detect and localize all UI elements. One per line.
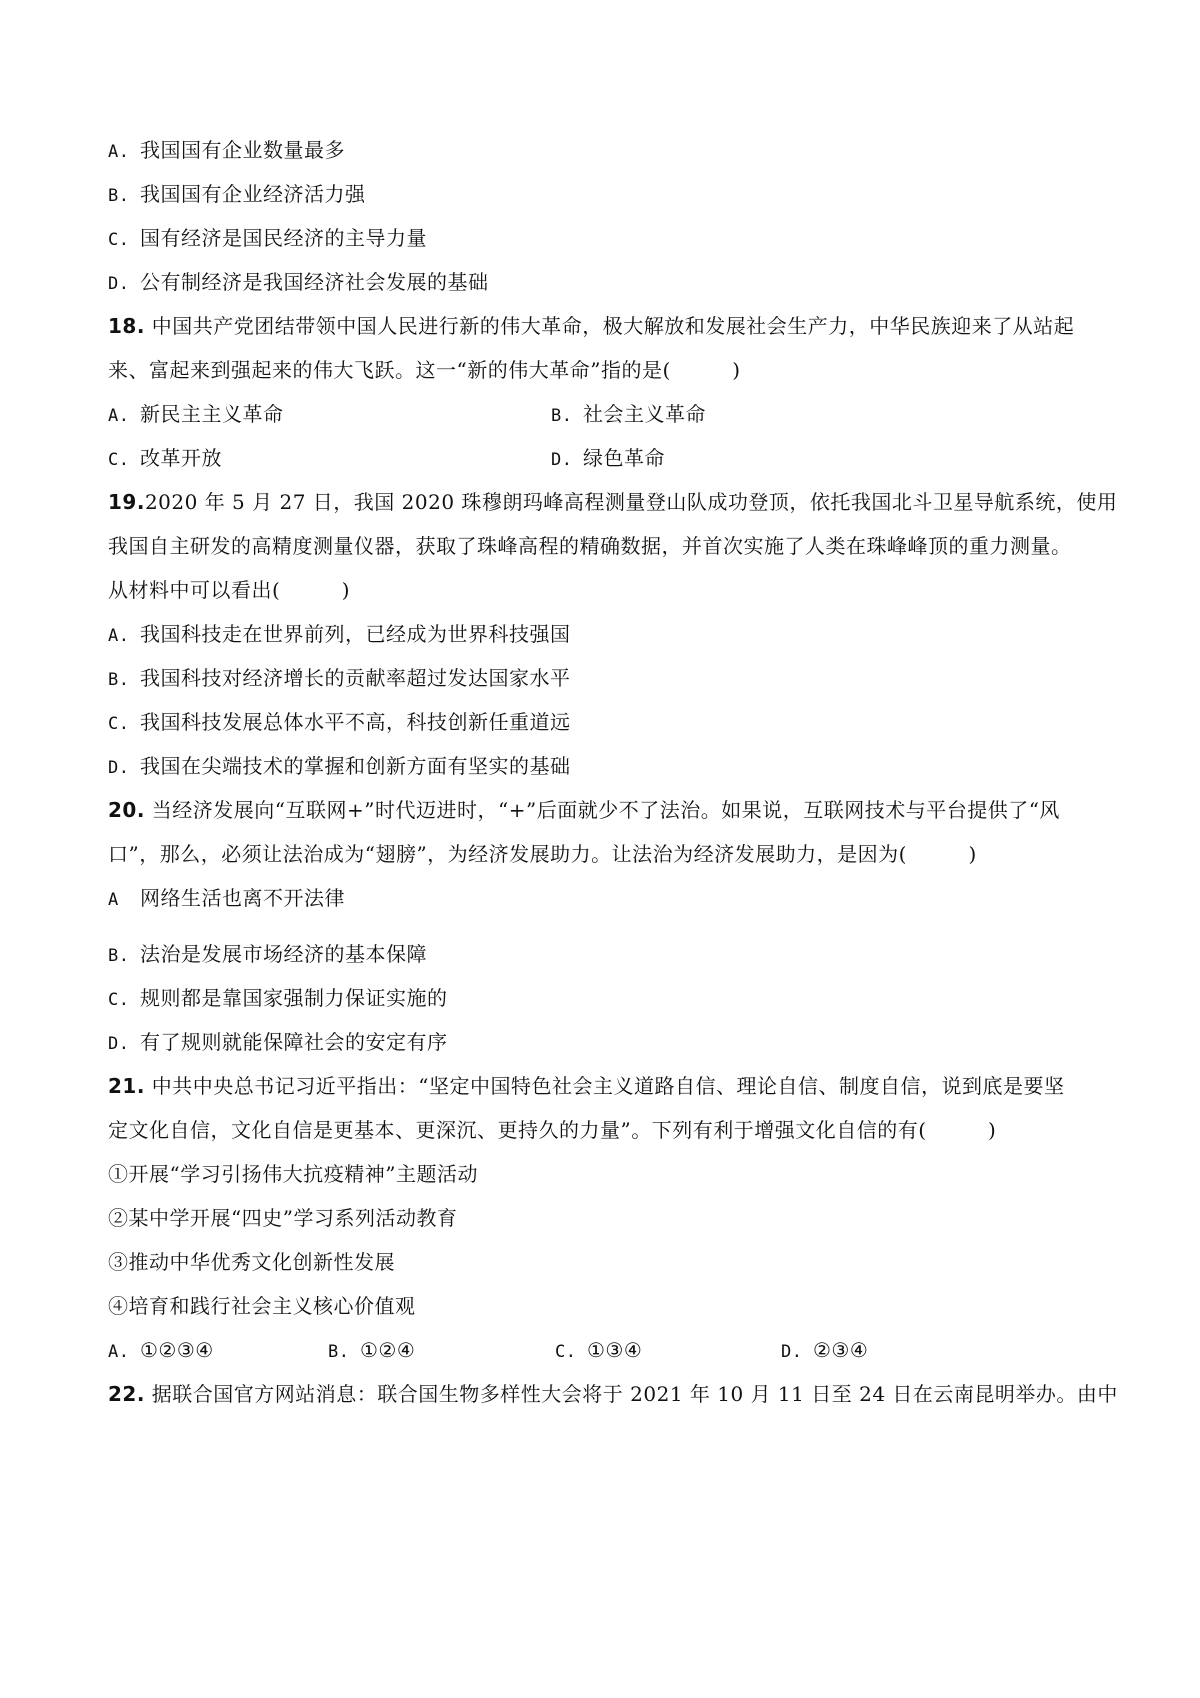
q20-option-c <box>108 985 448 1013</box>
question-text: 我国自主研发的高精度测量仪器，获取了珠峰高程的精确数据，并首次实施了人类在珠峰峰顶的重力测量。 <box>108 534 1072 558</box>
q19-option-a <box>108 621 571 649</box>
option-text: 法治是发展市场经济的基本保障 <box>140 942 427 966</box>
q21-option-b <box>328 1337 415 1365</box>
option-label: C. <box>108 990 130 1010</box>
option-label: A. <box>108 626 130 646</box>
q20-stem-line1 <box>108 797 1060 823</box>
option-label: B. <box>108 946 130 966</box>
option-text: 改革开放 <box>140 446 222 470</box>
option-label: A. <box>108 406 130 426</box>
option-label: A. <box>108 142 130 162</box>
question-text: 2020 年 5 月 27 日，我国 2020 珠穆朗玛峰高程测量登山队成功登顶，依托我国北斗卫星导航系统，使用 <box>144 490 1118 514</box>
q19-stem-line1 <box>108 489 1117 515</box>
q20-option-d <box>108 1029 448 1057</box>
option-label: A <box>108 890 119 910</box>
q20-stem-line2 <box>108 841 977 867</box>
statement-text: ①开展“学习引扬伟大抗疫精神”主题活动 <box>108 1162 478 1186</box>
option-label: B. <box>328 1342 350 1362</box>
option-text: 国有经济是国民经济的主导力量 <box>140 226 427 250</box>
question-number: 21. <box>108 1074 145 1098</box>
q19-option-b <box>108 665 571 693</box>
option-text: ①②③④ <box>140 1338 214 1362</box>
option-text: 我国在尖端技术的掌握和创新方面有坚实的基础 <box>140 754 571 778</box>
option-text: 我国科技走在世界前列，已经成为世界科技强国 <box>140 622 571 646</box>
q17-option-d <box>108 269 489 297</box>
option-label: D. <box>781 1342 803 1362</box>
statement-text: ④培育和践行社会主义核心价值观 <box>108 1294 416 1318</box>
statement-text: ②某中学开展“四史”学习系列活动教育 <box>108 1206 458 1230</box>
option-label: C. <box>108 714 130 734</box>
q22-stem-line1 <box>108 1381 1118 1407</box>
statement-text: ③推动中华优秀文化创新性发展 <box>108 1250 395 1274</box>
question-text: 当经济发展向“互联网+”时代迈进时，“+”后面就少不了法治。如果说，互联网技术与平台提供了“风 <box>151 798 1060 822</box>
q18-option-a <box>108 401 284 429</box>
question-number: 19. <box>108 490 145 514</box>
q21-option-d <box>781 1337 868 1365</box>
option-text: 我国科技对经济增长的贡献率超过发达国家水平 <box>140 666 571 690</box>
q21-option-c <box>555 1337 642 1365</box>
option-text: 我国国有企业数量最多 <box>140 138 345 162</box>
q18-stem-line1 <box>108 313 1074 339</box>
question-text: 据联合国官方网站消息：联合国生物多样性大会将于 2021 年 10 月 11 日至 24 日在云南昆明举办。由中 <box>151 1382 1118 1406</box>
question-text: 中共中央总书记习近平指出：“坚定中国特色社会主义道路自信、理论自信、制度自信，说到底是要坚 <box>151 1074 1065 1098</box>
option-label: D. <box>551 450 573 470</box>
question-text: 中国共产党团结带领中国人民进行新的伟大革命，极大解放和发展社会生产力，中华民族迎来了从站起 <box>151 314 1075 338</box>
option-text: 绿色革命 <box>583 446 665 470</box>
option-label: B. <box>108 670 130 690</box>
q19-option-c <box>108 709 571 737</box>
q21-stem-line1 <box>108 1073 1065 1099</box>
option-label: D. <box>108 274 130 294</box>
option-text: 社会主义革命 <box>583 402 706 426</box>
q19-option-d <box>108 753 571 781</box>
option-text: 我国国有企业经济活力强 <box>140 182 366 206</box>
option-text: 我国科技发展总体水平不高，科技创新任重道远 <box>140 710 571 734</box>
q20-option-b <box>108 941 427 969</box>
option-text: 新民主主义革命 <box>140 402 284 426</box>
option-label: C. <box>555 1342 577 1362</box>
q17-option-c <box>108 225 427 253</box>
q20-option-a <box>108 885 345 913</box>
option-label: C. <box>108 230 130 250</box>
q21-stem-line2 <box>108 1117 996 1143</box>
q18-option-d <box>551 445 665 473</box>
q21-item-4 <box>108 1293 416 1319</box>
option-text: 有了规则就能保障社会的安定有序 <box>140 1030 448 1054</box>
option-label: B. <box>108 186 130 206</box>
question-number: 22. <box>108 1382 145 1406</box>
option-label: D. <box>108 758 130 778</box>
option-label: C. <box>108 450 130 470</box>
q18-option-b <box>551 401 706 429</box>
question-text: 来、富起来到强起来的伟大飞跃。这一“新的伟大革命”指的是( ) <box>108 358 741 382</box>
q21-item-3 <box>108 1249 395 1275</box>
q17-option-b <box>108 181 366 209</box>
option-label: A. <box>108 1342 130 1362</box>
option-text: 规则都是靠国家强制力保证实施的 <box>140 986 448 1010</box>
question-text: 口”，那么，必须让法治成为“翅膀”，为经济发展助力。让法治为经济发展助力，是因为( ) <box>108 842 977 866</box>
question-text: 从材料中可以看出( ) <box>108 578 351 602</box>
q19-stem-line3 <box>108 577 350 603</box>
option-label: B. <box>551 406 573 426</box>
question-text: 定文化自信，文化自信是更基本、更深沉、更持久的力量”。下列有利于增强文化自信的有( ) <box>108 1118 997 1142</box>
option-text: ①③④ <box>587 1338 643 1362</box>
option-text: 网络生活也离不开法律 <box>140 886 345 910</box>
question-number: 20. <box>108 798 145 822</box>
q19-stem-line2 <box>108 533 1072 559</box>
q21-item-2 <box>108 1205 457 1231</box>
option-text: 公有制经济是我国经济社会发展的基础 <box>140 270 489 294</box>
option-label: D. <box>108 1034 130 1054</box>
q18-option-c <box>108 445 222 473</box>
q21-option-a <box>108 1337 214 1365</box>
question-number: 18. <box>108 314 145 338</box>
option-text: ②③④ <box>813 1338 869 1362</box>
q21-item-1 <box>108 1161 478 1187</box>
q18-stem-line2 <box>108 357 741 383</box>
option-text: ①②④ <box>360 1338 416 1362</box>
q17-option-a <box>108 137 345 165</box>
